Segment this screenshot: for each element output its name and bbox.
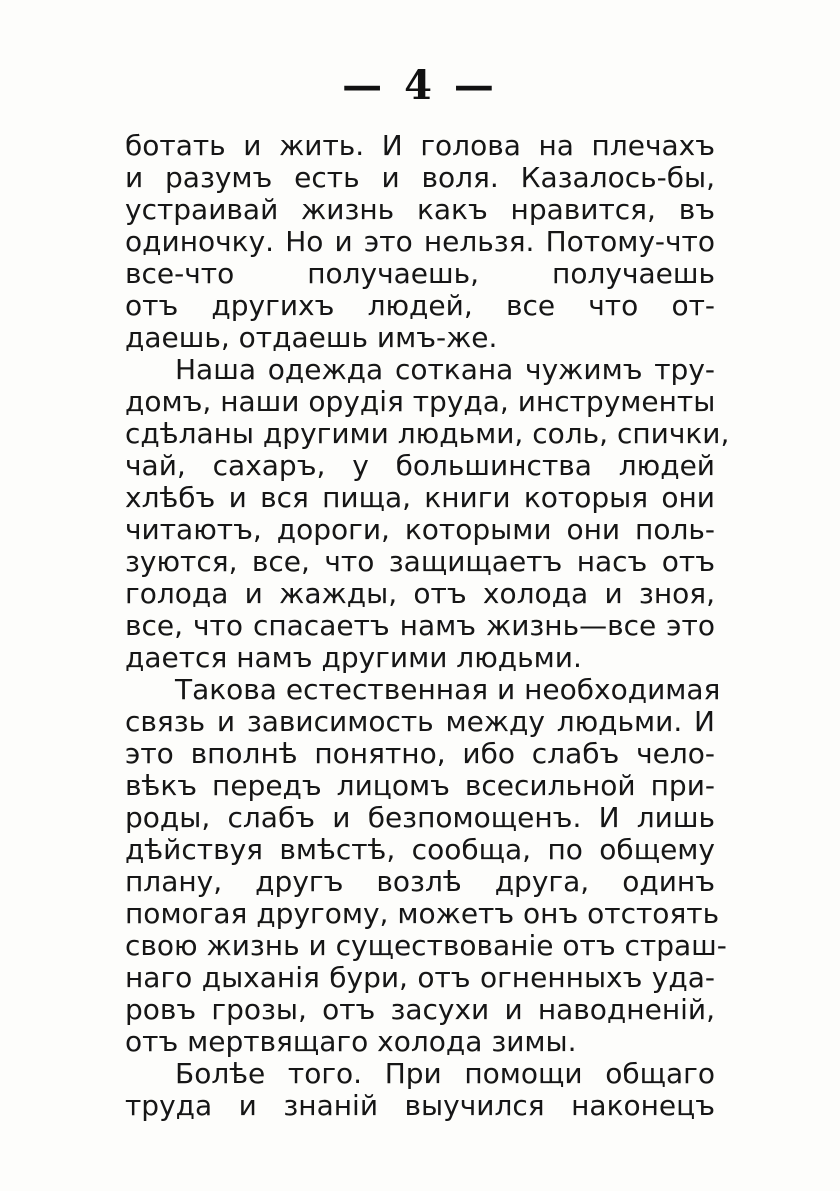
text-line: домъ, наши орудія труда, инструменты [125, 385, 716, 418]
text-line: читаютъ, дороги, которыми они поль- [125, 513, 715, 546]
text-line: наго дыханія бури, отъ огненныхъ уда- [125, 961, 715, 994]
text-line: Такова естественная и необходимая [175, 673, 721, 706]
text-line: вѣкъ передъ лицомъ всесильной при- [125, 769, 715, 802]
text-line: дѣйствуя вмѣстѣ, сообща, по общему [125, 833, 715, 866]
text-line: все, что спасаетъ намъ жизнь—все это [125, 609, 715, 642]
text-line: хлѣбъ и вся пища, книги которыя они [125, 481, 715, 514]
text-line: свою жизнь и существованіе отъ страш- [125, 929, 727, 962]
text-line: зуются, все, что защищаетъ насъ отъ [125, 545, 715, 578]
text-line: одиночку. Но и это нельзя. Потому-что [125, 225, 715, 258]
text-line: труда и знаній выучился наконецъ [125, 1089, 715, 1122]
text-line: Наша одежда соткана чужимъ тру- [175, 353, 715, 386]
text-line: Болѣе того. При помощи общаго [175, 1057, 715, 1090]
text-line: роды, слабъ и безпомощенъ. И лишь [125, 801, 715, 834]
text-line: помогая другому, можетъ онъ отстоять [125, 897, 720, 930]
text-line: дается намъ другими людьми. [125, 641, 582, 674]
text-line: плану, другъ возлѣ друга, одинъ [125, 865, 715, 898]
text-line: отъ мертвящаго холода зимы. [125, 1025, 577, 1058]
text-line: чай, сахаръ, у большинства людей [125, 449, 715, 482]
text-line: все-что получаешь, получаешь [125, 257, 715, 290]
text-line: ботать и жить. И голова на плечахъ [125, 129, 715, 162]
text-line: это вполнѣ понятно, ибо слабъ чело- [125, 737, 715, 770]
text-line: даешь, отдаешь имъ-же. [125, 321, 498, 354]
text-line: ровъ грозы, отъ засухи и наводненій, [125, 993, 715, 1026]
text-line: связь и зависимость между людьми. И [125, 705, 715, 738]
text-line: отъ другихъ людей, все что от- [125, 289, 715, 322]
text-line: сдѣланы другими людьми, соль, спички, [125, 417, 730, 450]
body-text [125, 129, 730, 1122]
text-line: голода и жажды, отъ холода и зноя, [125, 577, 715, 610]
page-number: — 4 — [342, 62, 498, 109]
text-line: устраивай жизнь какъ нравится, въ [125, 193, 715, 226]
text-line: и разумъ есть и воля. Казалось-бы, [125, 161, 715, 194]
